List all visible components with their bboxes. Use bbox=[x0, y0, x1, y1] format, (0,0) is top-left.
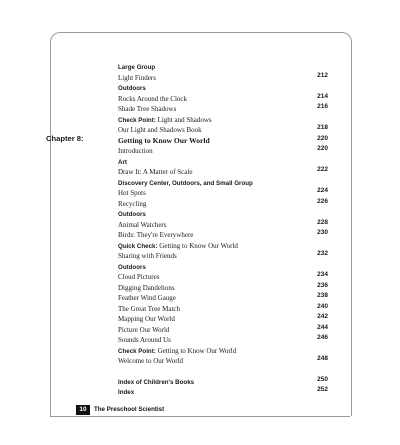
toc-entry bbox=[118, 165, 328, 176]
footer-rule bbox=[50, 416, 350, 417]
toc-entry-label: Index bbox=[118, 389, 135, 396]
toc-entry-label: Picture Our World bbox=[118, 325, 170, 334]
toc-entry bbox=[118, 344, 328, 355]
toc-entry-label: The Great Tree Match bbox=[118, 304, 181, 313]
toc-page-number: 234 bbox=[317, 271, 328, 278]
toc-entry-prefix: Check Point: bbox=[118, 347, 156, 355]
toc-entry-label: Getting to Know Our World bbox=[118, 135, 210, 145]
toc-entry-label: Outdoors bbox=[118, 211, 146, 218]
toc-entry-label: Introduction bbox=[118, 147, 153, 155]
toc-section-heading bbox=[118, 60, 328, 71]
toc-entry bbox=[118, 291, 328, 302]
toc-entry-label: Art bbox=[118, 158, 127, 166]
toc-page-number: 226 bbox=[317, 197, 328, 205]
toc-page-number: 216 bbox=[317, 103, 328, 110]
toc-page-number: 242 bbox=[317, 313, 328, 320]
toc-entry bbox=[118, 333, 328, 344]
toc-page-number: 220 bbox=[317, 134, 328, 142]
toc-entry-label: Birds: They're Everywhere bbox=[118, 231, 194, 239]
toc-entry-label: Index of Children's Books bbox=[118, 378, 195, 386]
toc-entry-label: Large Group bbox=[118, 64, 156, 71]
toc-entry bbox=[118, 312, 328, 323]
toc-entry bbox=[118, 186, 328, 197]
toc-page-number: 228 bbox=[317, 218, 328, 226]
toc-page-number: 230 bbox=[317, 229, 328, 236]
toc-page-number: 252 bbox=[317, 386, 328, 393]
chapter-number: Chapter 8: bbox=[46, 133, 84, 143]
toc-entry bbox=[118, 92, 328, 103]
toc-entry bbox=[118, 102, 328, 113]
toc-section-heading bbox=[118, 176, 328, 187]
toc-entry bbox=[118, 239, 328, 250]
table-of-contents bbox=[46, 60, 328, 396]
toc-page-number: 222 bbox=[317, 166, 328, 173]
toc-entry bbox=[118, 281, 328, 292]
page-footer bbox=[50, 404, 350, 416]
toc-page-number: 244 bbox=[317, 323, 328, 331]
toc-entry bbox=[118, 249, 328, 260]
toc-entry-title: Getting to Know Our World bbox=[159, 241, 238, 250]
toc-entry-prefix: Check Point: bbox=[118, 116, 156, 124]
toc-entry bbox=[118, 218, 328, 229]
page-number: 10 bbox=[76, 405, 90, 415]
toc-section-heading bbox=[118, 81, 328, 92]
toc-entry-label: Animal Watchers bbox=[118, 220, 167, 229]
toc-page-number: 240 bbox=[317, 302, 328, 310]
toc-entry-label: Sounds Around Us bbox=[118, 336, 171, 344]
toc-entry-label: Shade Tree Shadows bbox=[118, 105, 177, 113]
toc-entry-label: Sharing with Friends bbox=[118, 252, 177, 260]
toc-entry-label: Outdoors bbox=[118, 263, 146, 271]
toc-entry-title: Getting to Know Our World bbox=[157, 346, 237, 355]
toc-entry bbox=[118, 354, 328, 365]
toc-page-number: 250 bbox=[317, 375, 328, 383]
toc-page-number: 224 bbox=[317, 187, 328, 194]
toc-chapter-row bbox=[46, 133, 328, 145]
toc-page-number: 236 bbox=[317, 281, 328, 289]
toc-entry bbox=[118, 197, 328, 208]
toc-page-number: 218 bbox=[317, 124, 328, 131]
toc-entry bbox=[118, 270, 328, 281]
toc-entry-label: Draw It: A Matter of Scale bbox=[118, 168, 193, 176]
toc-page-number: 232 bbox=[317, 250, 328, 257]
toc-entry-label: Feather Wind Gauge bbox=[118, 294, 176, 302]
toc-entry-label: Digging Dandelions bbox=[118, 283, 175, 292]
toc-entry bbox=[118, 302, 328, 313]
toc-entry-prefix: Quick Check: bbox=[118, 242, 158, 250]
toc-entry-label: Mapping Our World bbox=[118, 315, 175, 323]
toc-page-number: 248 bbox=[317, 355, 328, 362]
toc-entry bbox=[118, 123, 328, 134]
toc-page-number: 220 bbox=[317, 145, 328, 152]
toc-page-number: 214 bbox=[317, 92, 328, 100]
toc-section-heading bbox=[118, 155, 328, 166]
toc-entry-label: Hot Spots bbox=[118, 189, 146, 197]
toc-page-number: 238 bbox=[317, 292, 328, 299]
toc-page-number: 212 bbox=[317, 71, 328, 79]
toc-entry bbox=[118, 228, 328, 239]
toc-entry-label: Recycling bbox=[118, 199, 147, 208]
toc-page-number: 246 bbox=[317, 334, 328, 341]
toc-section-heading bbox=[118, 385, 328, 396]
toc-entry-label: Outdoors bbox=[118, 85, 146, 92]
toc-entry bbox=[118, 113, 328, 124]
toc-entry bbox=[118, 71, 328, 82]
toc-section-heading bbox=[118, 207, 328, 218]
toc-entry-label: Light Finders bbox=[118, 73, 156, 82]
toc-entry-label: Cloud Pictures bbox=[118, 273, 160, 281]
toc-entry-label: Discovery Center, Outdoors, and Small Group bbox=[118, 179, 253, 187]
toc-entry-label: Rocks Around the Clock bbox=[118, 94, 188, 103]
book-title: The Preschool Scientist bbox=[94, 406, 165, 413]
toc-entry-label: Welcome to Our World bbox=[118, 357, 184, 365]
toc-entry-title: Light and Shadows bbox=[157, 115, 212, 124]
toc-section-heading bbox=[118, 260, 328, 271]
toc-section-heading bbox=[118, 375, 328, 386]
toc-entry bbox=[118, 144, 328, 155]
toc-entry-label: Our Light and Shadows Book bbox=[118, 126, 202, 134]
toc-entry bbox=[118, 323, 328, 334]
